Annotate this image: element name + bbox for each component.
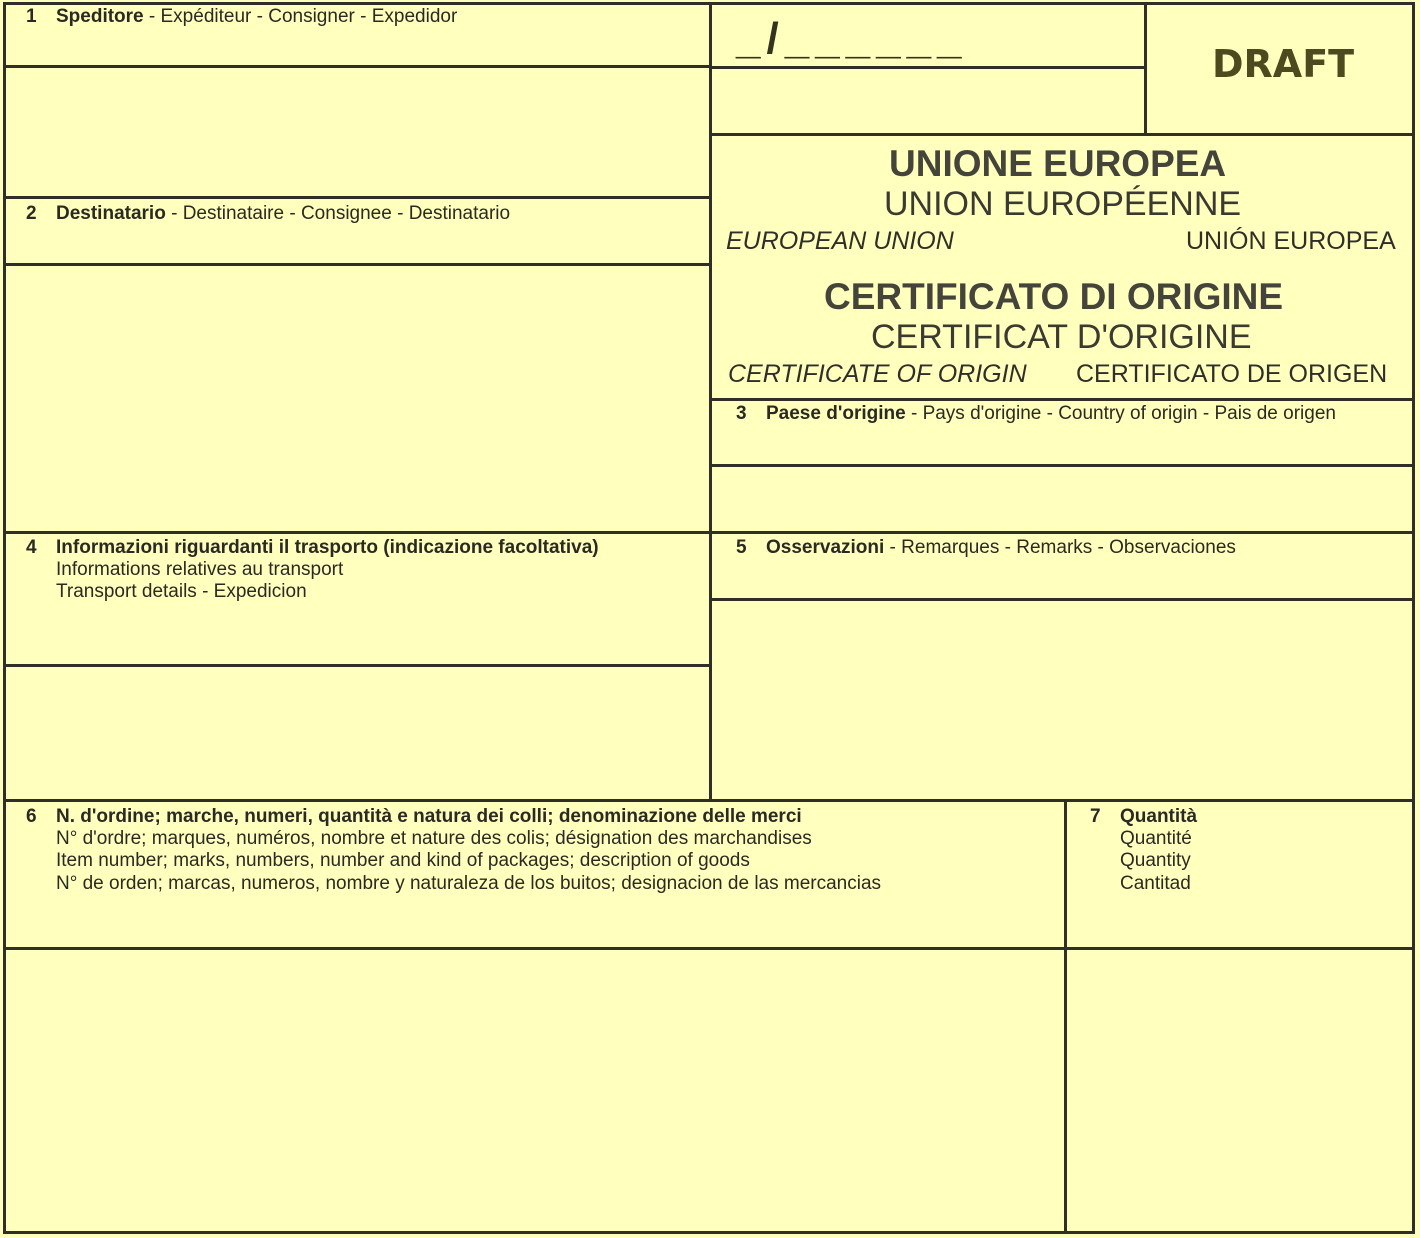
divider-h-box3 xyxy=(711,398,1415,401)
divider-h-ref xyxy=(711,66,1146,69)
draft-label: DRAFT xyxy=(1212,42,1355,86)
box2-translations: - Destinataire - Consignee - Destinatario xyxy=(165,203,511,224)
union-title-fr: UNION EUROPÉENNE xyxy=(884,185,1242,223)
union-title-en: EUROPEAN UNION xyxy=(726,227,954,255)
box5-label xyxy=(736,537,1236,559)
box3-number: 3 xyxy=(736,403,747,424)
box4-number: 4 xyxy=(26,537,37,558)
box7-label xyxy=(1090,806,1197,828)
divider-h-box6 xyxy=(3,947,1415,950)
divider-v-quantity xyxy=(1064,800,1067,1234)
divider-h-box1 xyxy=(3,65,711,68)
divider-h-box5 xyxy=(711,598,1415,601)
cert-title-es: CERTIFICATO DE ORIGEN xyxy=(1076,360,1388,388)
box6-number: 6 xyxy=(26,806,37,827)
box6-title: N. d'ordine; marche, numeri, quantità e natura dei colli; denominazione delle merci xyxy=(56,806,802,827)
box1-number: 1 xyxy=(26,6,37,27)
divider-h-box3-field xyxy=(711,464,1415,467)
box7-number: 7 xyxy=(1090,806,1101,827)
box6-line-es: N° de orden; marcas, numeros, nombre y naturaleza de los buitos; designacion de las mercancias xyxy=(56,873,882,894)
box4-label xyxy=(26,537,599,559)
box6-line-fr: N° d'ordre; marques, numéros, nombre et nature des colis; désignation des marchandises xyxy=(56,828,812,849)
box7-title: Quantità xyxy=(1120,806,1198,827)
box4-line-en: Transport details - Expedicion xyxy=(56,581,307,602)
divider-h-box4-end xyxy=(3,799,1415,802)
box5-translations: - Remarques - Remarks - Observaciones xyxy=(884,537,1236,558)
box5-number: 5 xyxy=(736,537,747,558)
union-title-it: UNIONE EUROPEA xyxy=(889,143,1227,184)
box7-line-es: Cantitad xyxy=(1120,873,1191,894)
box4-line-fr: Informations relatives au transport xyxy=(56,559,344,580)
cert-title-it: CERTIFICATO DI ORIGINE xyxy=(824,276,1284,317)
divider-h-box2 xyxy=(3,263,711,266)
divider-h-title-top xyxy=(711,133,1415,136)
divider-v-main-top xyxy=(709,2,712,800)
box5-title: Osservazioni xyxy=(766,537,885,558)
divider-h-box1-end xyxy=(3,196,711,199)
cert-title-fr: CERTIFICAT D'ORIGINE xyxy=(871,318,1252,356)
box2-title: Destinatario xyxy=(56,203,166,224)
box2-label xyxy=(26,203,510,225)
divider-h-box4 xyxy=(3,664,711,667)
box4-title: Informazioni riguardanti il trasporto (indicazione facoltativa) xyxy=(56,537,599,558)
box3-translations: - Pays d'origine - Country of origin - Pais de origen xyxy=(905,403,1336,424)
union-title-es: UNIÓN EUROPEA xyxy=(1186,227,1396,255)
box2-number: 2 xyxy=(26,203,37,224)
divider-v-draft xyxy=(1144,2,1147,136)
box1-label xyxy=(26,6,457,28)
box7-line-en: Quantity xyxy=(1120,850,1191,871)
divider-h-box2-end xyxy=(3,531,1415,534)
box1-title: Speditore xyxy=(56,6,144,27)
box7-line-fr: Quantité xyxy=(1120,828,1192,849)
box6-line-en: Item number; marks, numbers, number and kind of packages; description of goods xyxy=(56,850,750,871)
cert-title-en: CERTIFICATE OF ORIGIN xyxy=(728,360,1027,388)
reference-number: _/______ xyxy=(736,14,968,63)
box1-translations: - Expéditeur - Consigner - Expedidor xyxy=(143,6,458,27)
box3-title: Paese d'origine xyxy=(766,403,906,424)
box3-label xyxy=(736,403,1336,425)
box6-label xyxy=(26,806,802,828)
